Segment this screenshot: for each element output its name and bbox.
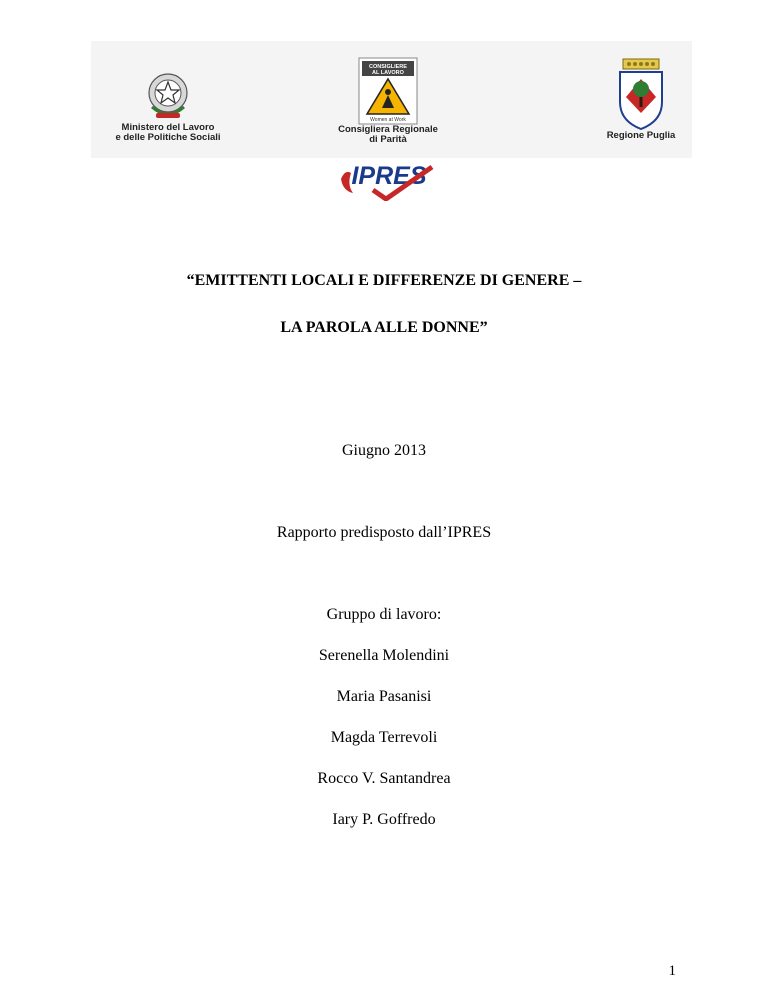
team-member: Serenella Molendini bbox=[318, 647, 450, 664]
team-member: Magda Terrevoli bbox=[330, 729, 438, 746]
regione-puglia-logo bbox=[596, 57, 686, 141]
team-member: Maria Pasanisi bbox=[336, 688, 432, 705]
header-logo-band bbox=[91, 41, 692, 158]
prepared-by: Rapporto predisposto dall’IPRES bbox=[276, 524, 492, 541]
women-at-work-badge-icon bbox=[358, 57, 418, 125]
team-member: Rocco V. Santandrea bbox=[317, 770, 451, 787]
page-number: 1 bbox=[668, 963, 676, 979]
document-date: Giugno 2013 bbox=[342, 442, 426, 459]
badge-tagline: Women at Work bbox=[370, 117, 406, 123]
ministero-logo bbox=[103, 71, 233, 143]
badge-line1: CONSIGLIERE bbox=[369, 64, 407, 70]
italian-emblem-icon bbox=[146, 71, 190, 123]
team-member: Iary P. Goffredo bbox=[332, 811, 436, 828]
regione-caption: Regione Puglia bbox=[606, 130, 676, 141]
ministero-caption-line1: Ministero del Lavoro bbox=[121, 122, 215, 133]
ministero-caption-line2: e delle Politiche Sociali bbox=[115, 132, 221, 143]
ipres-logo-text: IPRES bbox=[351, 162, 427, 190]
ipres-logo bbox=[339, 157, 439, 201]
consigliera-caption-line1: Consigliera Regionale bbox=[338, 124, 438, 135]
puglia-coat-of-arms-icon bbox=[616, 57, 666, 131]
document-title-line2: LA PAROLA ALLE DONNE” bbox=[280, 319, 488, 336]
team-label: Gruppo di lavoro: bbox=[326, 606, 442, 623]
consigliera-logo bbox=[323, 57, 453, 145]
document-title-line1: “EMITTENTI LOCALI E DIFFERENZE DI GENERE – bbox=[186, 272, 582, 289]
consigliera-caption-line2: di Parità bbox=[369, 134, 407, 145]
badge-line2: AL LAVORO bbox=[372, 70, 404, 76]
